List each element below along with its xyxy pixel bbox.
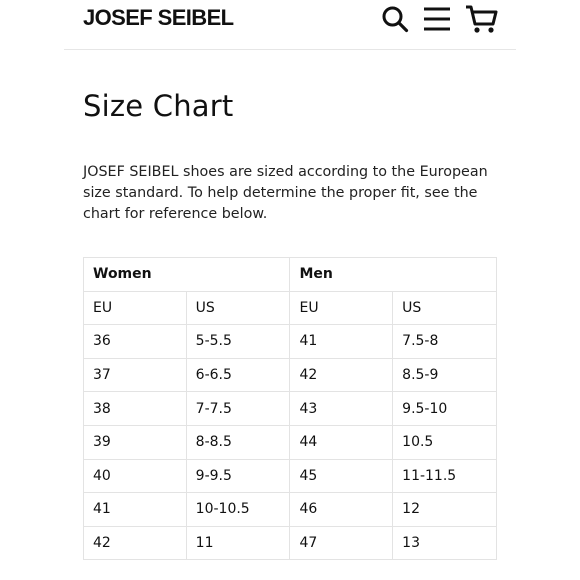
table-cell: 11 [186,526,290,560]
table-cell: 9-9.5 [186,459,290,493]
table-group-header-row [84,258,497,292]
table-cell: 38 [84,392,187,426]
brand-logo[interactable]: JOSEF SEIBEL [83,5,234,30]
table-cell: 42 [84,526,187,560]
table-cell: 41 [290,325,393,359]
table-cell: 44 [290,425,393,459]
size-chart-table [83,257,497,560]
table-cell: 8.5-9 [393,358,497,392]
table-cell: 7.5-8 [393,325,497,359]
table-cell: 8-8.5 [186,425,290,459]
shopping-cart-icon[interactable] [465,4,495,34]
page-title: Size Chart [83,89,234,123]
intro-paragraph: JOSEF SEIBEL shoes are sized according to the European size standard. To help determine the proper fit, see the chart for reference below. [83,164,488,222]
table-row [84,358,497,392]
table-row [84,526,497,560]
table-row [84,325,497,359]
table-cell: 41 [84,493,187,527]
table-cell: 10-10.5 [186,493,290,527]
table-cell: 36 [84,325,187,359]
hamburger-menu-icon[interactable] [422,4,452,34]
table-cell: 12 [393,493,497,527]
table-cell: 10.5 [393,425,497,459]
column-header-women-eu: EU [84,291,187,325]
table-cell: 5-5.5 [186,325,290,359]
table-cell: 47 [290,526,393,560]
women-group-header: Women [84,258,290,292]
table-cell: 11-11.5 [393,459,497,493]
table-cell: 39 [84,425,187,459]
table-cell: 40 [84,459,187,493]
column-header-women-us: US [186,291,290,325]
table-cell: 42 [290,358,393,392]
table-cell: 46 [290,493,393,527]
table-cell: 43 [290,392,393,426]
table-row [84,425,497,459]
table-cell: 6-6.5 [186,358,290,392]
table-cell: 7-7.5 [186,392,290,426]
table-cell: 9.5-10 [393,392,497,426]
column-header-men-us: US [393,291,497,325]
table-cell: 13 [393,526,497,560]
table-cell: 37 [84,358,187,392]
table-row [84,459,497,493]
search-icon[interactable] [380,4,410,34]
table-row [84,493,497,527]
table-cell: 45 [290,459,393,493]
table-row [84,392,497,426]
site-header [64,0,516,50]
column-header-men-eu: EU [290,291,393,325]
men-group-header: Men [290,258,497,292]
table-column-header-row [84,291,497,325]
